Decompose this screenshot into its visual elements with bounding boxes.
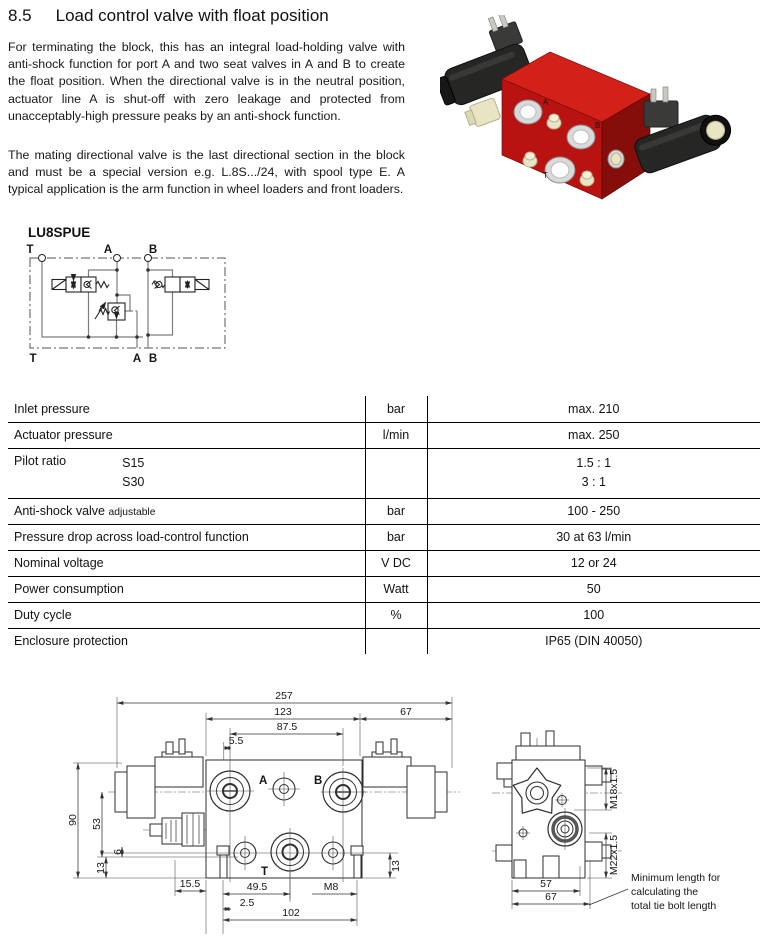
spec-row (8, 448, 760, 498)
port-a-hole (514, 100, 542, 124)
circuit-bot-t: T (29, 353, 37, 365)
dim-123: 123 (274, 706, 292, 718)
dim-m18: M18x1.5 (608, 768, 620, 810)
pilot-ratio-s30: 3 : 1 (581, 475, 606, 489)
side-view (492, 731, 721, 912)
dim-102: 102 (282, 907, 300, 919)
dim-5-5: 5.5 (228, 735, 244, 747)
spec-unit: bar (365, 498, 427, 524)
spec-row (8, 524, 760, 550)
circuit-model-label: LU8SPUE (28, 225, 91, 240)
spec-label-text: Pilot ratio (14, 453, 67, 468)
spec-row (8, 422, 760, 448)
dim-13-left: 13 (95, 862, 107, 874)
seat-valve-right (152, 277, 209, 292)
circuit-bot-b: B (148, 353, 158, 365)
circuit-top-b: B (148, 244, 158, 256)
spec-row (8, 602, 760, 628)
dim-49-5: 49.5 (246, 881, 268, 893)
spec-unit: bar (365, 524, 427, 550)
load-control-valve (95, 303, 125, 321)
spec-unit: bar (365, 396, 427, 422)
spec-row (8, 498, 760, 524)
spec-unit: l/min (365, 422, 427, 448)
tie-bolt-note-line3: total tie bolt length (631, 900, 717, 912)
spec-label: Pressure drop across load-control function (8, 524, 365, 550)
circuit-top-t: T (26, 244, 34, 256)
plug-low-left (523, 152, 537, 167)
dim-13-right: 13 (390, 860, 402, 872)
spec-label: Actuator pressure (8, 422, 365, 448)
spec-label: Power consumption (8, 576, 365, 602)
spec-row (8, 550, 760, 576)
seat-valve-left (52, 277, 109, 292)
port-t-hole (545, 157, 575, 183)
photo-label-t: T (543, 171, 548, 180)
dim-6: 6 (112, 849, 124, 855)
spec-value: IP65 (DIN 40050) (545, 634, 643, 649)
spec-row (8, 396, 760, 422)
front-port-t: T (261, 866, 269, 878)
valve-block (502, 52, 650, 199)
dim-2-5: 2.5 (239, 897, 255, 909)
plug-low-right (580, 171, 594, 186)
spec-row (8, 576, 760, 602)
dim-m8: M8 (323, 881, 339, 893)
pilot-code-s15: S15 (122, 455, 145, 470)
spec-value: max. 250 (427, 422, 760, 448)
spec-label: Enclosure protection (14, 634, 128, 649)
spec-value: 100 - 250 (427, 498, 760, 524)
spec-label: Inlet pressure (8, 396, 365, 422)
plug-right-face (608, 150, 624, 168)
port-b-hole (567, 125, 595, 149)
dimension-drawings (0, 678, 766, 945)
dim-53: 53 (91, 818, 103, 830)
pilot-code-s30: S30 (122, 475, 145, 489)
spec-unit: % (365, 602, 427, 628)
circuit-bot-a: A (132, 353, 142, 365)
front-port-b: B (314, 775, 323, 787)
product-photo (440, 15, 766, 220)
spec-table (8, 396, 760, 654)
spec-value: 30 at 63 l/min (427, 524, 760, 550)
section-number: 8.5 (8, 6, 32, 25)
dim-67-top: 67 (400, 706, 412, 718)
spec-label-small: adjustable (108, 507, 156, 518)
tie-bolt-note-line1: Minimum length for (631, 872, 721, 884)
spec-label: Nominal voltage (8, 550, 365, 576)
valve-section-boundary (30, 258, 225, 348)
description-paragraph-1: For terminating the block, this has an integral load-holding valve with anti-shock function for port A and two seat valves in A and B to create the float position. When the directional valve is in the neutral position, actuator line A is shut-off with zero leakage and protected from unacceptably-high pressure peaks by an anti-shock function. (8, 40, 405, 123)
pilot-ratio-s15: 1.5 : 1 (576, 455, 612, 470)
spec-value: max. 210 (427, 396, 760, 422)
spec-unit: V DC (365, 550, 427, 576)
circuit-top-a: A (103, 244, 113, 256)
circuit-diagram (10, 240, 270, 378)
spec-value: 12 or 24 (427, 550, 760, 576)
description-paragraph-2: The mating directional valve is the last directional section in the block and must be a special version e.g. L.8S.../24, with spool type E. A typical application is the arm function in wheel loaders and front loaders. (8, 148, 405, 197)
plug-ab (547, 114, 561, 129)
dim-57: 57 (540, 878, 552, 890)
dim-m22: M22x1.5 (608, 834, 620, 876)
dim-15-5: 15.5 (179, 878, 201, 890)
dim-257: 257 (275, 690, 293, 702)
spec-row (8, 628, 760, 654)
spec-value (427, 448, 760, 498)
spec-value: 50 (427, 576, 760, 602)
section-title: Load control valve with float position (55, 6, 329, 25)
spec-unit: Watt (365, 576, 427, 602)
spec-label: Duty cycle (8, 602, 365, 628)
photo-label-a: A (543, 98, 549, 107)
spec-value: 100 (427, 602, 760, 628)
tie-bolt-note-line2: calculating the (631, 886, 699, 898)
spec-label: Anti-shock valve adjustable (8, 498, 365, 524)
dim-87-5: 87.5 (276, 721, 298, 733)
front-port-a: A (259, 775, 268, 787)
dim-67-side: 67 (545, 891, 557, 903)
spec-unit (365, 448, 427, 498)
front-view (67, 690, 460, 934)
circuit-lines (42, 258, 173, 348)
spec-label (8, 448, 365, 498)
page-title (8, 6, 329, 26)
spec-unit (365, 628, 427, 654)
photo-label-b: B (595, 121, 601, 130)
dim-90: 90 (67, 814, 79, 826)
